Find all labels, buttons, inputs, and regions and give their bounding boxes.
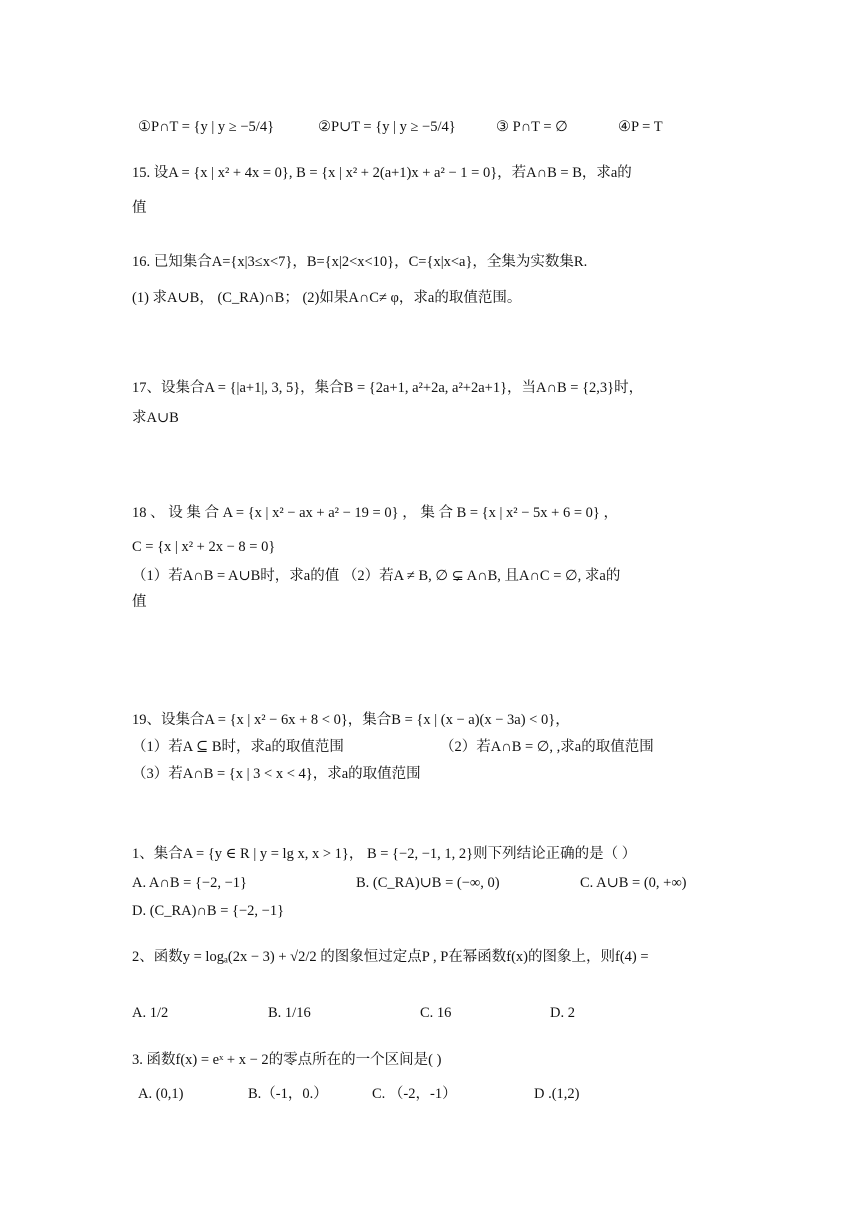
option-2: ②P∪T = {y | y ≥ −5/4} [318,119,456,135]
mc2-option-d: D. 2 [550,1005,575,1021]
q18-line-3: （1）若A∩B = A∪B时，求a的值 （2）若A ≠ B, ∅ ⊊ A∩B, 且A∩C = ∅, 求a的 [132,568,621,584]
q15-line-2: 值 [132,200,147,216]
option-4: ④P = T [618,119,663,135]
q16-line-1: 16. 已知集合A={x|3≤x<7}，B={x|2<x<10}，C={x|x<a}，全集为实数集R. [132,254,588,270]
mc3-option-b: B.（-1，0.） [248,1086,328,1102]
option-1: ①P∩T = {y | y ≥ −5/4} [138,119,275,135]
mc2-option-a: A. 1/2 [132,1005,169,1021]
mc2-option-c: C. 16 [420,1005,452,1021]
q19-line-2a: （1）若A ⊆ B时，求a的取值范围 [132,739,344,755]
q18-line-1: 18 、 设 集 合 A = {x | x² − ax + a² − 19 = 0} ， 集 合 B = {x | x² − 5x + 6 = 0} ， [132,505,618,521]
q18-line-2: C = {x | x² + 2x − 8 = 0} [132,539,276,555]
mc3-option-c: C. （-2，-1） [372,1086,457,1102]
mc1-option-c: C. A∪B = (0, +∞) [580,875,687,891]
mc3-option-a: A. (0,1) [138,1086,184,1102]
q19-line-3: （3）若A∩B = {x | 3 < x < 4}，求a的取值范围 [132,766,421,782]
q18-line-4: 值 [132,594,147,610]
q15-line-1: 15. 设A = {x | x² + 4x = 0}, B = {x | x² + 2(a+1)x + a² − 1 = 0}，若A∩B = B，求a的 [132,165,632,181]
mc1-stem: 1、集合A = {y ∈ R | y = lg x, x > 1}， B = {−2, −1, 1, 2}则下列结论正确的是（ ） [132,846,637,862]
mc1-option-d: D. (C_RA)∩B = {−2, −1} [132,903,285,919]
mc1-option-b: B. (C_RA)∪B = (−∞, 0) [356,875,500,891]
option-3: ③ P∩T = ∅ [496,119,568,135]
q17-line-1: 17、设集合A = {|a+1|, 3, 5}，集合B = {2a+1, a²+2a, a²+2a+1}，当A∩B = {2,3}时， [132,380,644,396]
mc3-stem: 3. 函数f(x) = eˣ + x − 2的零点所在的一个区间是( ) [132,1052,442,1068]
q17-line-2: 求A∪B [132,410,179,426]
q19-line-2b: （2）若A∩B = ∅, ,求a的取值范围 [440,739,654,755]
q19-line-1: 19、设集合A = {x | x² − 6x + 8 < 0}，集合B = {x | (x − a)(x − 3a) < 0}， [132,712,570,728]
q16-line-2: (1) 求A∪B， (C_RA)∩B； (2)如果A∩C≠ φ，求a的取值范围。 [132,290,522,306]
mc2-stem: 2、函数y = logₐ(2x − 3) + √2/2 的图象恒过定点P , P在幂函数f(x)的图象上，则f(4) = [132,949,649,965]
mc1-option-a: A. A∩B = {−2, −1} [132,875,247,891]
mc3-option-d: D .(1,2) [534,1086,580,1102]
mc2-option-b: B. 1/16 [268,1005,311,1021]
